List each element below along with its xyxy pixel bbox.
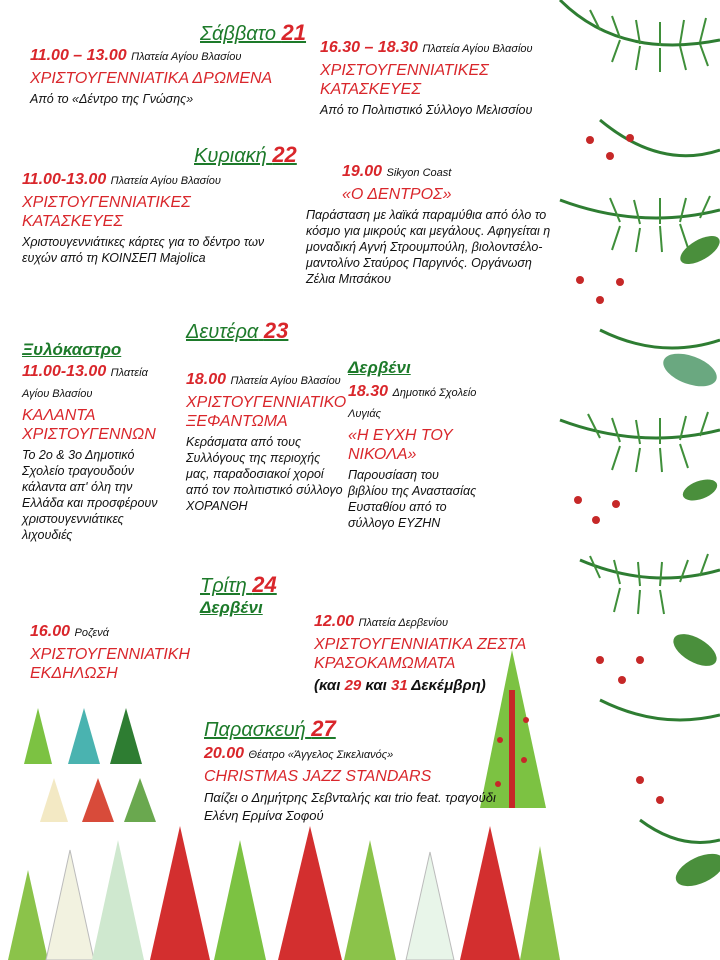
event-tue-1 <box>30 622 230 683</box>
event-time: 11.00-13.00 <box>22 363 107 380</box>
event-venue: Πλατεία Αγίου Βλασίου <box>110 175 221 187</box>
event-title: ΧΡΙΣΤΟΥΓΕΝΝΙΑΤΙΚΑ ΔΡΩΜΕΝΑ <box>30 70 273 87</box>
event-time: 16.30 – 18.30 <box>320 39 418 56</box>
event-venue: Ροζενά <box>74 627 109 639</box>
note-date: 29 <box>344 677 362 694</box>
day-number: 27 <box>311 716 336 741</box>
day-heading-sunday <box>194 142 297 168</box>
place-heading-derveni: Δερβένι <box>348 358 411 377</box>
event-description: Παίζει ο Δημήτρης Σεβνταλής και trio feat. τραγούδι Ελένη Ερμίνα Σοφού <box>204 790 496 823</box>
event-venue: Πλατεία Αγίου Βλασίου <box>22 367 148 400</box>
day-number: 22 <box>272 142 297 167</box>
day-number: 21 <box>281 20 307 45</box>
event-mon-1 <box>22 362 172 543</box>
event-description: Από το Πολιτιστικό Σύλλογο Μελισσίου <box>320 103 533 117</box>
day-heading-friday <box>204 716 336 742</box>
event-venue: Θέατρο «Άγγελος Σικελιανός» <box>248 749 394 761</box>
event-title: ΧΡΙΣΤΟΥΓΕΝΝΙΑΤΙΚΗ ΕΚΔΗΛΩΣΗ <box>30 646 191 682</box>
event-venue: Πλατεία Αγίου Βλασίου <box>422 43 533 55</box>
event-sat-2 <box>320 38 580 118</box>
event-title: «Η ΕΥΧΗ ΤΟΥ ΝΙΚΟΛΑ» <box>348 427 453 463</box>
day-number: 24 <box>252 572 277 597</box>
day-number: 23 <box>263 318 289 343</box>
event-sun-2 <box>306 162 564 287</box>
event-description: Από το «Δέντρο της Γνώσης» <box>30 92 194 106</box>
event-description: Κεράσματα από τους Συλλόγους της περιοχής μας, παραδοσιακοί χοροί από τον πολιτιστικό σύλλογο ΧΟΡΑΝΘΗ <box>186 435 343 513</box>
event-time: 18.30 <box>348 383 389 400</box>
note-text: Δεκέμβρη) <box>407 677 486 694</box>
day-name: Κυριακή <box>194 145 267 167</box>
place-heading-xylokastro: Ξυλόκαστρο <box>22 340 122 359</box>
day-heading-tuesday <box>200 572 277 598</box>
event-description: Παρουσίαση του βιβλίου της Αναστασίας Ευσταθίου από το σύλλογο ΕΥΖΗΝ <box>348 468 477 530</box>
event-venue: Πλατεία Αγίου Βλασίου <box>131 51 242 63</box>
event-time: 12.00 <box>314 613 355 630</box>
place-heading-derveni-tuesday: Δερβένι <box>200 598 263 617</box>
event-time: 20.00 <box>204 745 245 762</box>
note-text: (και <box>314 677 345 694</box>
day-heading-saturday <box>200 20 306 46</box>
event-description: Το 2ο & 3ο Δημοτικό Σχολείο τραγουδούν κάλαντα απ' όλη την Ελλάδα και προσφέρουν χριστουγεννιάτικες λιχουδιές <box>22 448 158 542</box>
event-time: 16.00 <box>30 623 71 640</box>
day-name: Σάββατο <box>200 23 276 45</box>
event-title: ΧΡΙΣΤΟΥΓΕΝΝΙΑΤΙΚΕΣ ΚΑΤΑΣΚΕΥΕΣ <box>22 194 191 230</box>
event-venue: Πλατεία Δερβενίου <box>358 617 449 629</box>
event-description: Χριστουγεννιάτικες κάρτες για το δέντρο των ευχών από τη ΚΟΙΝΣΕΠ Majolica <box>22 235 265 265</box>
event-sun-1 <box>22 170 272 266</box>
event-time: 11.00 – 13.00 <box>30 47 127 64</box>
event-mon-3 <box>348 382 508 531</box>
event-sat-1 <box>30 46 310 107</box>
event-title: «Ο ΔΕΝΤΡΟΣ» <box>342 186 452 203</box>
note-date: 31 <box>390 677 408 694</box>
note-text: και <box>361 677 391 694</box>
event-tue-2 <box>314 612 554 695</box>
event-venue: Sikyon Coast <box>386 167 452 179</box>
event-description: Παράσταση με λαϊκά παραμύθια από όλο το κόσμο για μικρούς και μεγάλους. Αφηγείται η μοναδική Αγνή Στρουμπούλη, βιολοντσέλο-μαντολίνο Σταύρος Παργινός. Οργάνωση Ζέλια Μιτσάκου <box>306 208 551 286</box>
event-title: ΧΡΙΣΤΟΥΓΕΝΝΙΑΤΙΚΟ ΞΕΦΑΝΤΩΜΑ <box>186 394 347 430</box>
day-name: Παρασκευή <box>204 719 306 741</box>
event-title: ΧΡΙΣΤΟΥΓΕΝΝΙΑΤΙΚΕΣ ΚΑΤΑΣΚΕΥΕΣ <box>320 62 489 98</box>
event-note <box>314 676 554 695</box>
event-time: 19.00 <box>342 163 383 180</box>
day-name: Τρίτη <box>200 575 247 597</box>
event-title: ΧΡΙΣΤΟΥΓΕΝΝΙΑΤΙΚΑ ΖΕΣΤΑ ΚΡΑΣΟΚΑΜΩΜΑΤΑ <box>314 636 526 672</box>
event-title: ΚΑΛΑΝΤΑ ΧΡΙΣΤΟΥΓΕΝΝΩΝ <box>22 407 156 443</box>
event-venue: Πλατεία Αγίου Βλασίου <box>230 375 341 387</box>
event-venue: Δημοτικό Σχολείο Λυγιάς <box>348 387 477 420</box>
event-fri-1 <box>204 744 504 825</box>
event-mon-2 <box>186 370 346 514</box>
day-heading-monday <box>186 318 288 344</box>
day-name: Δευτέρα <box>186 321 259 343</box>
event-time: 11.00-13.00 <box>22 171 107 188</box>
event-time: 18.00 <box>186 371 227 388</box>
event-title: CHRISTMAS JAZZ STANDARS <box>204 768 432 785</box>
